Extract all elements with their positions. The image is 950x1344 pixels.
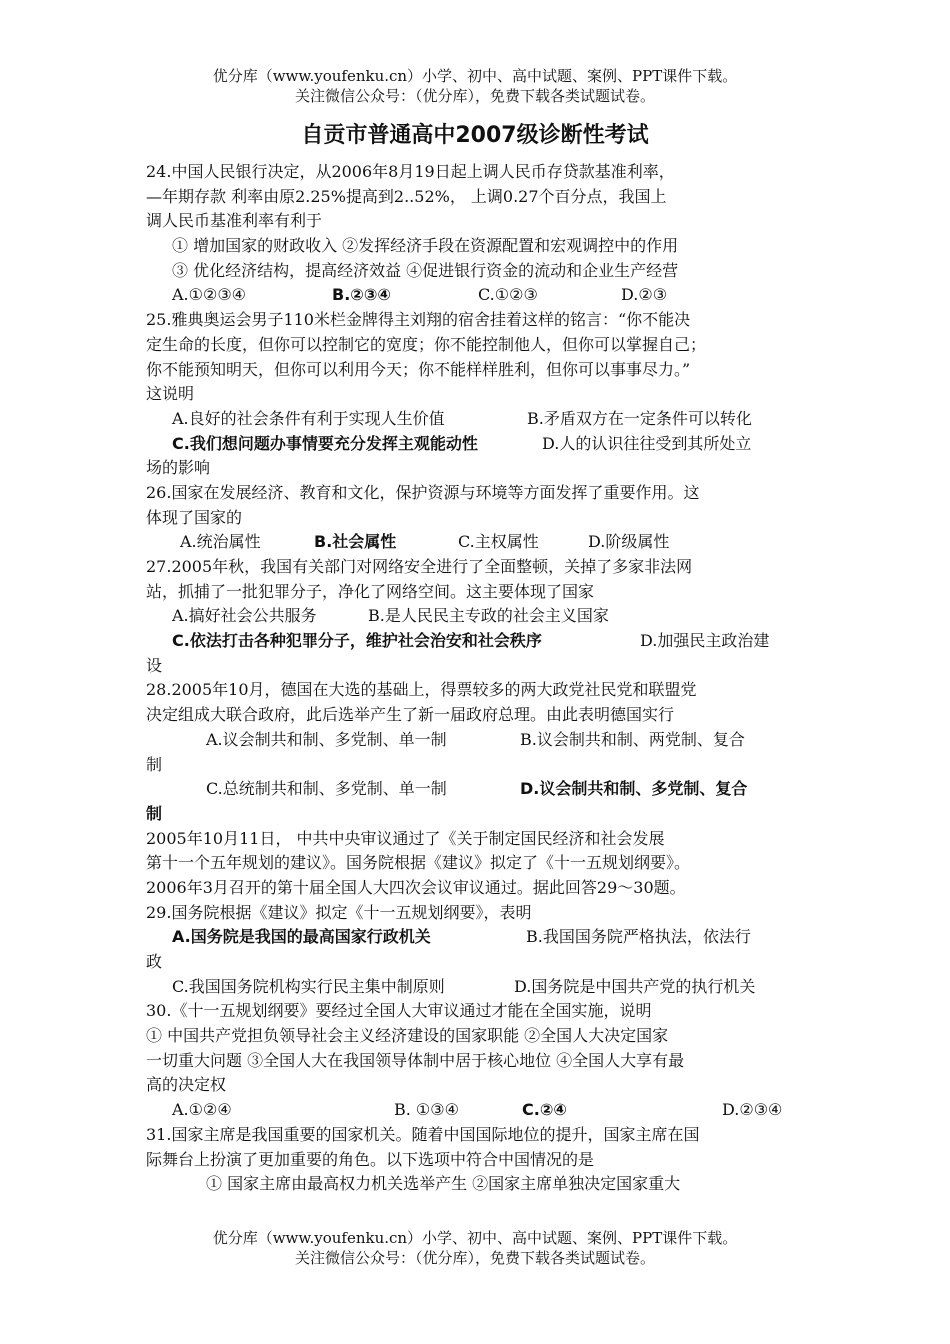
option-b-answer: B.社会属性	[314, 532, 397, 552]
question-text: 设	[146, 655, 163, 675]
option-b: B.我国国务院严格执法，依法行	[526, 927, 751, 947]
passage-text: 2005年10月11日， 中共中央审议通过了《关于制定国民经济和社会发展	[146, 828, 665, 848]
option-c: C.总统制共和制、多党制、单一制	[206, 779, 447, 799]
option-a: A.①②④	[172, 1100, 232, 1120]
question-text: 场的影响	[146, 458, 211, 478]
option-c-answer: C.②④	[522, 1100, 567, 1120]
question-text: 24.中国人民银行决定，从2006年8月19日起上调人民币存贷款基准利率，	[146, 162, 675, 181]
option-b: B.矛盾双方在一定条件可以转化	[527, 408, 752, 428]
option-d: D.国务院是中国共产党的执行机关	[514, 976, 756, 996]
question-text: 体现了国家的	[146, 507, 243, 527]
option-d: D.②③	[621, 285, 668, 305]
options-row	[146, 975, 811, 1000]
options-row	[146, 728, 811, 753]
question-27	[146, 555, 811, 678]
statement-line: ③ 优化经济结构，提高经济效益 ④促进银行资金的流动和企业生产经营	[172, 260, 679, 280]
question-text: 政	[146, 952, 163, 971]
question-29	[146, 901, 811, 1000]
question-25	[146, 308, 811, 481]
option-d: D.人的认识往往受到其所处立	[542, 433, 752, 453]
question-text: 制	[146, 754, 163, 774]
options-row	[146, 629, 811, 654]
option-d-answer: D.议会制共和制、多党制、复合	[520, 779, 748, 799]
question-30	[146, 999, 811, 1122]
page-header	[0, 66, 950, 106]
option-d: D.②③④	[722, 1100, 783, 1120]
options-row	[146, 925, 811, 950]
passage-text: 第十一个五年规划的建议》。国务院根据《建议》拟定了《十一五规划纲要》。	[146, 853, 691, 873]
option-d: D.阶级属性	[588, 532, 670, 552]
question-text: 你不能预知明天，但你可以利用今天；你不能样样胜利，但你可以事事尽力。”	[146, 359, 691, 379]
option-a-answer: A.国务院是我国的最高国家行政机关	[172, 927, 431, 947]
material-passage	[146, 827, 811, 901]
header-line-1: 优分库（www.youfenku.cn）小学、初中、高中试题、案例、PPT课件下载。	[212, 67, 738, 85]
options-row	[146, 1098, 811, 1123]
question-text: 31.国家主席是我国重要的国家机关。随着中国国际地位的提升，国家主席在国	[146, 1124, 700, 1144]
statement-line: ① 增加国家的财政收入 ②发挥经济手段在资源配置和宏观调控中的作用	[172, 236, 679, 256]
passage-text: 2006年3月召开的第十届全国人大四次会议审议通过。据此回答29～30题。	[146, 877, 686, 897]
page-footer	[0, 1228, 950, 1268]
question-text: 定生命的长度，但你可以控制它的宽度；你不能控制他人，但你可以掌握自己；	[146, 334, 707, 354]
option-c: C.我国国务院机构实行民主集中制原则	[172, 976, 445, 996]
option-b: B.议会制共和制、两党制、复合	[520, 729, 745, 749]
options-row	[146, 283, 811, 308]
option-a: A.①②③④	[172, 285, 247, 305]
question-28	[146, 678, 811, 826]
question-24	[146, 160, 811, 308]
question-text: 26.国家在发展经济、教育和文化，保护资源与环境等方面发挥了重要作用。这	[146, 482, 700, 502]
exam-title: 自贡市普通高中2007级诊断性考试	[301, 123, 649, 148]
option-a: A.良好的社会条件有利于实现人生价值	[172, 408, 445, 428]
question-text: 这说明	[146, 384, 195, 404]
question-text: 28.2005年10月，德国在大选的基础上，得票较多的两大政党社民党和联盟党	[146, 680, 697, 700]
question-text: 25.雅典奥运会男子110米栏金牌得主刘翔的宿舍挂着这样的铭言：“你不能决	[146, 310, 691, 330]
option-c-answer: C.依法打击各种犯罪分子，维护社会治安和社会秩序	[172, 631, 542, 651]
statement-line: ① 中国共产党担负领导社会主义经济建设的国家职能 ②全国人大决定国家	[146, 1026, 669, 1046]
footer-line-1: 优分库（www.youfenku.cn）小学、初中、高中试题、案例、PPT课件下载。	[212, 1229, 738, 1247]
question-text: 29.国务院根据《建议》拟定《十一五规划纲要》，表明	[146, 902, 532, 922]
question-text: 决定组成大联合政府，此后选举产生了新一届政府总理。由此表明德国实行	[146, 705, 675, 725]
options-row	[146, 407, 811, 432]
options-row	[146, 777, 811, 802]
option-a: A.搞好社会公共服务	[172, 606, 317, 626]
options-row	[146, 530, 811, 555]
header-line-2: 关注微信公众号：（优分库），免费下载各类试题试卷。	[294, 87, 655, 105]
option-c: C.主权属性	[458, 532, 539, 552]
question-text: 30.《十一五规划纲要》要经过全国人大审议通过才能在全国实施，说明	[146, 1001, 652, 1021]
option-d: D.加强民主政治建	[640, 631, 770, 651]
question-text: 际舞台上扮演了更加重要的角色。以下选项中符合中国情况的是	[146, 1149, 595, 1169]
options-row	[146, 432, 811, 457]
question-text: 制	[146, 803, 163, 823]
question-31	[146, 1123, 811, 1197]
question-text: 调人民币基准利率有利于	[146, 211, 323, 231]
option-a: A.统治属性	[180, 532, 261, 552]
footer-line-2: 关注微信公众号：（优分库），免费下载各类试题试卷。	[294, 1249, 655, 1267]
option-b-answer: B.②③④	[332, 285, 391, 305]
option-c: C.①②③	[478, 285, 538, 305]
option-b: B.是人民民主专政的社会主义国家	[368, 606, 609, 626]
question-26	[146, 481, 811, 555]
statement-line: 一切重大问题 ③全国人大在我国领导体制中居于核心地位 ④全国人大享有最	[146, 1050, 685, 1070]
options-row	[146, 604, 811, 629]
statement-line: 高的决定权	[146, 1075, 227, 1095]
statement-line: ① 国家主席由最高权力机关选举产生 ②国家主席单独决定国家重大	[206, 1174, 681, 1194]
question-text: 27.2005年秋，我国有关部门对网络安全进行了全面整顿，关掉了多家非法网	[146, 557, 693, 576]
exam-body	[146, 160, 811, 1197]
option-c-answer: C.我们想问题办事情要充分发挥主观能动性	[172, 433, 478, 453]
option-a: A.议会制共和制、多党制、单一制	[206, 729, 447, 749]
question-text: —年期存款 利率由原2.25%提高到2..52%， 上调0.27个百分点，我国上	[146, 186, 667, 206]
question-text: 站，抓捕了一批犯罪分子，净化了网络空间。这主要体现了国家	[146, 581, 595, 601]
option-b: B. ①③④	[394, 1100, 459, 1120]
